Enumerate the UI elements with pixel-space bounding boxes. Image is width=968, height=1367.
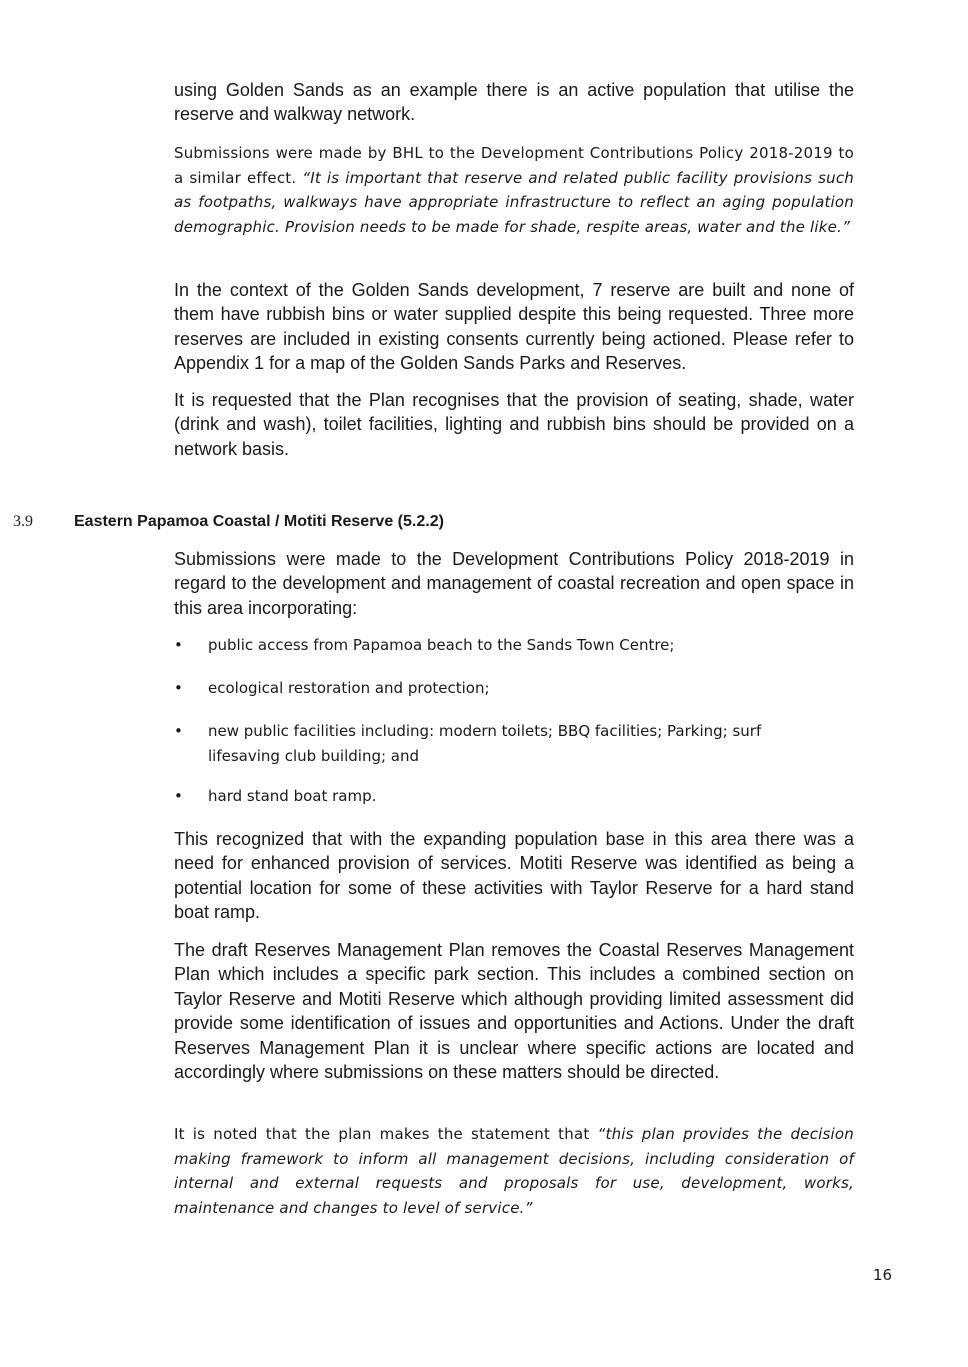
list-item <box>174 719 854 769</box>
list-item-text: new public facilities including: modern toilets; BBQ facilities; Parking; surf lifesaving club building; and <box>208 722 762 765</box>
list-item <box>174 784 854 809</box>
section-paragraph-2: This recognized that with the expanding population base in this area there was a need for enhanced provision of services. Motiti Reserve was identified as being a potential location for some of these activities with Taylor Reserve for a hard stand boat ramp. <box>174 829 854 923</box>
list-item <box>174 676 854 701</box>
section-paragraph-1: Submissions were made to the Development Contributions Policy 2018-2019 in regard to the development and management of coastal recreation and open space in this area incorporating: <box>174 549 854 618</box>
bullet-marker: • <box>174 636 183 654</box>
section-paragraph-4-quote: “this plan provides the decision making framework to inform all management decisions, including consideration of internal and external requests and proposals for use, development, works, maintenance and changes to level of service.” <box>174 1125 854 1217</box>
list-item <box>174 633 854 658</box>
list-item-text: ecological restoration and protection; <box>208 679 490 697</box>
section-paragraph-4-lead: It is noted that the plan makes the statement that <box>174 1125 598 1143</box>
section-heading: Eastern Papamoa Coastal / Motiti Reserve (5.2.2) <box>74 513 444 530</box>
section-paragraph-3: The draft Reserves Management Plan removes the Coastal Reserves Management Plan which includes a specific park section. This includes a combined section on Taylor Reserve and Motiti Reserve which although providing limited assessment did provide some identification of issues and opportunities and Actions. Under the draft Reserves Management Plan it is unclear where specific actions are located and accordingly where submissions on these matters should be directed. <box>174 940 854 1083</box>
intro-paragraph-4: It is requested that the Plan recognises that the provision of seating, shade, water (drink and wash), toilet facilities, lighting and rubbish bins should be provided on a network basis. <box>174 390 854 459</box>
intro-paragraph-2-lead: Submissions were made by BHL to the Development Contributions Policy 2018-2019 to a similar effect. <box>174 144 854 187</box>
list-item-text: public access from Papamoa beach to the Sands Town Centre; <box>208 636 675 654</box>
intro-paragraph-2-quote: “It is important that reserve and related public facility provisions such as footpaths, walkways have appropriate infrastructure to reflect an aging population demographic. Provision needs to be made for shade, respite areas, water and the like.” <box>174 168 854 236</box>
list-item-text: hard stand boat ramp. <box>208 787 377 805</box>
page-number: 16 <box>873 1266 893 1284</box>
intro-paragraph-2 <box>174 141 854 239</box>
section-number: 3.9 <box>13 513 33 530</box>
section-paragraph-4 <box>174 1122 854 1220</box>
intro-paragraph-1: using Golden Sands as an example there is an active population that utilise the reserve and walkway network. <box>174 80 854 125</box>
bullet-marker: • <box>174 722 183 740</box>
intro-paragraph-3: In the context of the Golden Sands development, 7 reserve are built and none of them have rubbish bins or water supplied despite this being requested. Three more reserves are included in existing consents currently being actioned. Please refer to Appendix 1 for a map of the Golden Sands Parks and Reserves. <box>174 280 854 374</box>
bullet-marker: • <box>174 679 183 697</box>
bullet-marker: • <box>174 787 183 805</box>
